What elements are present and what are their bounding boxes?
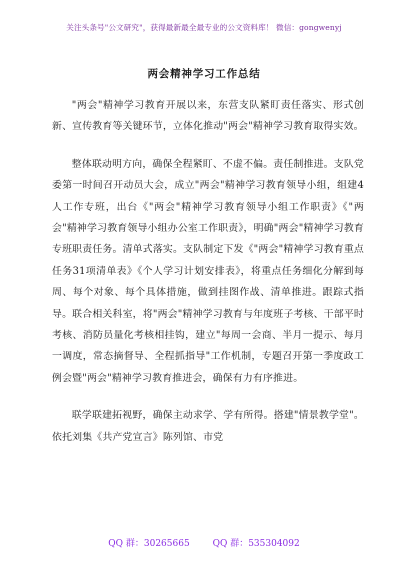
header-banner: 关注头条号"公文研究"，获得最新最全最专业的公文资料库！ 微信：gongwenyj bbox=[66, 23, 342, 32]
paragraph-1: "两会"精神学习教育开展以来，东营支队紧盯责任落实、形式创新、宣传教育等关键环节，立体化推动"两会"精神学习教育取得实效。 bbox=[52, 100, 364, 133]
paragraph-2: 整体联动明方向，确保全程紧盯、不虚不偏。责任制推进。支队党委第一时间召开动员大会，成立"两会"精神学习教育领导小组，组建4人工作专班，出台《"两会"精神学习教育领导小组工作职责》《"两会"精神学习教育领导小组办公室工作职责》，明确"两会"精神学习教育专班职责任务。清单式落实。支队制定下发《"两会"精神学习教育重点任务31项清单表》《个人学习计划安排表》，将重点任务细化分解到每周、每个对象、每个具体措施，做到挂图作战、清单推进。跟踪式指导。联合相关科室，将"两会"精神学习教育与年度班子考核、干部平时考核、消防员量化考核相挂钩，建立"每周一会商、半月一提示、每月一调度，常态摘督导、全程抓指导"工作机制，专题召开第一季度政工例会暨"两会"精神学习教育推进会，确保有力有序推进。 bbox=[52, 158, 364, 384]
document-body bbox=[52, 95, 364, 464]
footer-qq-group-2: QQ 群：535304092 bbox=[212, 539, 300, 549]
paragraph-3: 联学联建拓视野，确保主动求学、学有所得。搭建"情景教学堂"。依托刘集《共产党宣言》陈列馆、市党 bbox=[52, 410, 364, 443]
footer bbox=[0, 536, 408, 549]
footer-qq-group-1: QQ 群：30265665 bbox=[108, 539, 190, 549]
page-title: 两会精神学习工作总结 bbox=[147, 68, 261, 80]
